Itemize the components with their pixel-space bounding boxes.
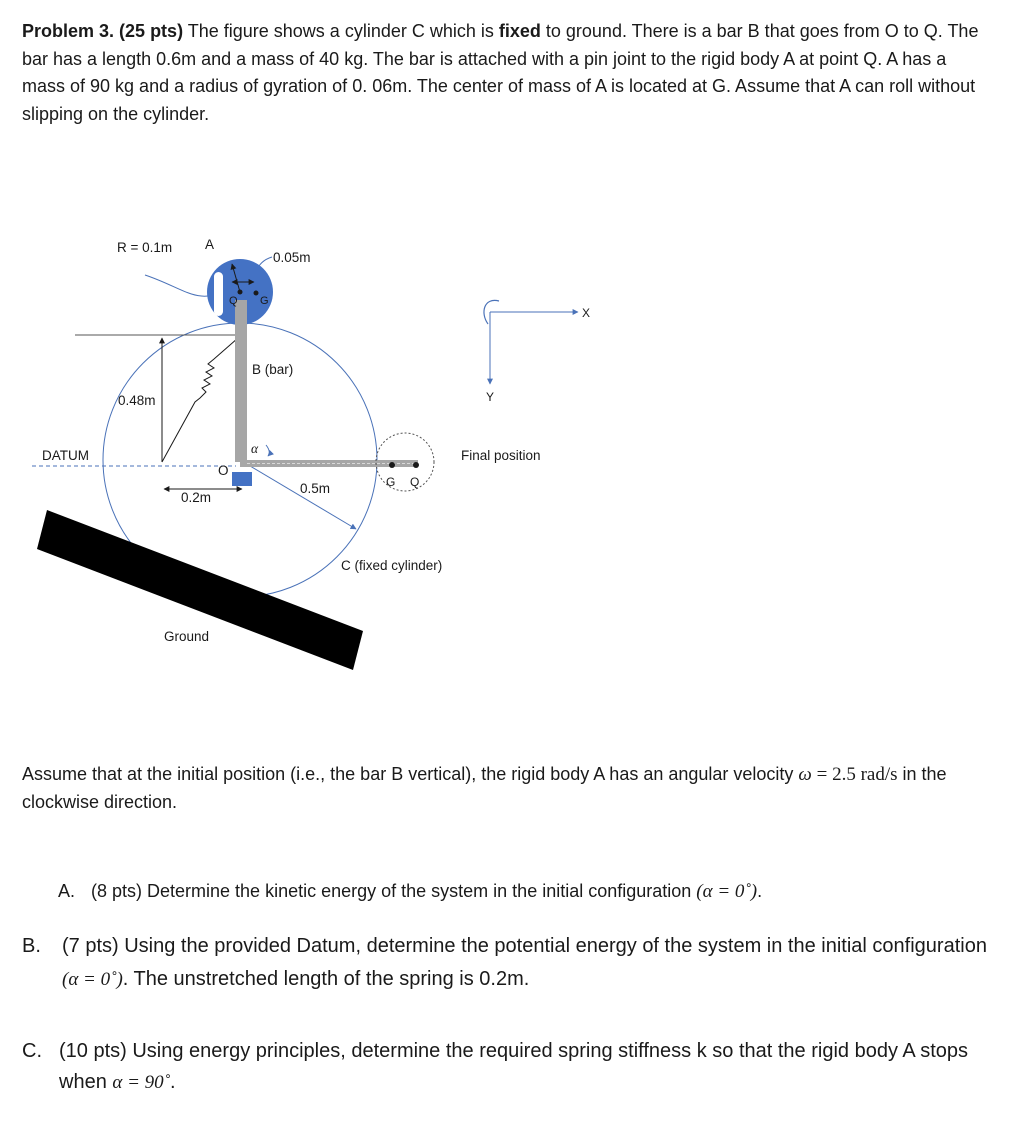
label-048: 0.48m <box>118 393 156 408</box>
label-02: 0.2m <box>181 490 212 505</box>
equals-sign: = <box>811 764 833 785</box>
point-q-final <box>413 462 419 468</box>
pin-o <box>232 472 252 486</box>
question-b-letter: B. <box>22 935 41 957</box>
label-datum: DATUM <box>42 448 89 463</box>
question-c-end: . <box>170 1071 176 1093</box>
label-ground: Ground <box>164 629 210 644</box>
label-a: A <box>205 237 215 252</box>
question-a-end: . <box>757 881 763 901</box>
dimension-05-line <box>240 460 356 529</box>
label-g-final: G <box>386 475 396 489</box>
omega-symbol: ω <box>798 764 812 785</box>
point-g-final <box>389 462 395 468</box>
question-b-text: (7 pts) Using the provided Datum, determine the potential energy of the system in the initial configuration <box>62 935 987 957</box>
assumption-text <box>22 761 982 816</box>
problem-text-1: The figure shows a cylinder C which is <box>183 21 499 41</box>
point-g-top <box>254 291 259 296</box>
label-05: 0.5m <box>300 481 331 496</box>
spring <box>162 338 238 462</box>
question-a-letter: A. <box>58 881 76 901</box>
alpha-arrow <box>266 445 269 456</box>
label-q-top: Q <box>229 295 238 307</box>
label-final-position: Final position <box>461 448 541 463</box>
problem-text-2: to ground. There is a bar B that goes from O to Q. The bar has a length 0.6m and a mass of 40 kg. The bar is attached with a pin joint to the rigid body A at point Q. A has a mass of 90 kg and a radius of gyration of 0. 06m. The center of mass of A is located at G. Assume that A can roll without slipping on the cylinder. <box>22 21 979 124</box>
axis-x-label: X <box>582 306 591 320</box>
label-radius: R = 0.1m <box>117 240 173 255</box>
label-cylinder: C (fixed cylinder) <box>341 558 443 573</box>
question-c-text: (10 pts) Using energy principles, determine the required spring stiffness k so that the rigid body A stops when <box>59 1040 969 1093</box>
question-b-condition: (α = 0˚) <box>62 969 123 990</box>
problem-label: Problem 3. <box>22 21 115 41</box>
problem-statement <box>22 18 982 128</box>
label-bar: B (bar) <box>252 362 294 377</box>
leader-a <box>145 275 208 296</box>
problem-points: (25 pts) <box>119 21 184 41</box>
mechanism-figure <box>0 220 620 680</box>
label-o: O <box>218 463 229 478</box>
question-c-letter: C. <box>22 1040 42 1062</box>
label-005: 0.05m <box>273 250 311 265</box>
angular-velocity-value: 2.5 rad/s <box>832 764 898 785</box>
assume-text-3: in the clockwise direction. <box>22 764 947 812</box>
problem-bold-word: fixed <box>498 21 541 41</box>
label-q-final: Q <box>410 475 420 489</box>
question-c-condition: α = 90˚ <box>112 1072 170 1093</box>
question-a-condition: (α = 0˚) <box>696 881 758 902</box>
ground <box>37 510 363 670</box>
label-g-top: G <box>260 295 269 307</box>
axis-y-label: Y <box>486 390 495 404</box>
question-b-end: . The unstretched length of the spring is 0.2m. <box>122 968 530 990</box>
question-a-text: (8 pts) Determine the kinetic energy of the system in the initial configuration <box>91 881 697 901</box>
label-alpha: α <box>251 441 259 456</box>
disk-slot <box>214 272 223 316</box>
bar-b-vertical <box>235 300 247 462</box>
assume-text-1: Assume that at the initial position (i.e., the bar B vertical), the rigid body A has an angular velocity <box>22 764 799 784</box>
